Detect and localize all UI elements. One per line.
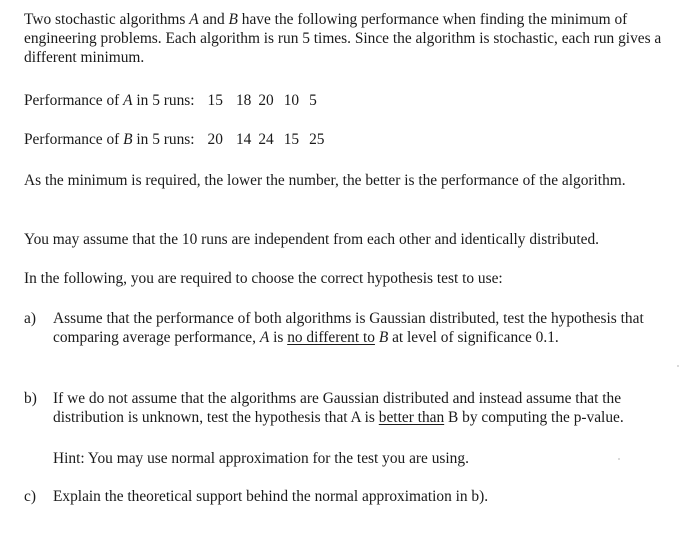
perf-b-var: B [123,131,133,148]
part-a-underlined: no different to [287,329,375,346]
part-a-var-b: B [378,329,389,346]
perf-b-value: 24 [258,131,274,148]
performance-a-line [24,91,692,110]
part-a-label: a) [24,310,36,327]
part-a-var-a: A [259,329,270,346]
assumption-note: You may assume that the 10 runs are independent from each other and identically distributed. [24,231,600,248]
part-b-text-2: B by computing the p-value. [444,409,624,426]
minimum-note: As the minimum is required, the lower the number, the better is the performance of the algorithm. [24,172,626,189]
perf-b-value: 15 [283,131,300,148]
part-a-text [53,309,692,347]
perf-a-value: 15 [207,92,223,109]
intro-text-1: Two stochastic algorithms [24,11,190,28]
part-b-text-1: If we do not assume that the algorithms are Gaussian distributed and instead assume that the distribution is unknown, test the hypothesis that A is [53,390,622,426]
perf-b-value: 25 [309,131,325,148]
part-c-label: c) [24,488,36,505]
performance-b-line [24,130,692,149]
intro-var-a: A [189,11,199,28]
question-part-c [24,487,692,506]
hint-text: Hint: You may use normal approximation for the test you are using. [53,450,469,467]
question-part-b [24,389,692,427]
perf-a-prefix: Performance of [24,92,124,109]
perf-a-value: 10 [283,92,300,109]
intro-var-b: B [228,11,238,28]
perf-a-var: A [123,92,133,109]
scan-speck [677,365,679,367]
part-a-text-1: Assume that the performance of both algorithms is Gaussian distributed, test the hypothesis that comparing average performance, [53,310,644,346]
question-part-a [24,309,692,347]
perf-a-value: 20 [258,92,274,109]
perf-a-suffix: in 5 runs: [132,92,195,109]
instruction-note: In the following, you are required to choose the correct hypothesis test to use: [24,270,503,287]
intro-paragraph [24,10,692,67]
perf-b-value: 14 [235,131,252,148]
intro-text-3: have the following performance when finding the minimum of engineering problems. Each algorithm is run 5 times. Since the algorithm is stochastic, each run gives a different minimum. [24,11,662,66]
intro-text-2: and [198,11,229,28]
part-a-text-4: at level of significance 0.1. [388,329,559,346]
part-b-text [53,389,692,427]
part-a-text-2: is [269,329,288,346]
perf-a-value: 18 [235,92,252,109]
perf-a-value: 5 [309,92,317,109]
perf-b-value: 20 [207,131,223,148]
scan-speck [618,458,620,460]
perf-b-prefix: Performance of [24,131,124,148]
perf-b-suffix: in 5 runs: [132,131,195,148]
part-c-text: Explain the theoretical support behind the normal approximation in b). [53,488,489,505]
part-b-underlined: better than [378,409,445,426]
part-b-label: b) [24,390,37,407]
